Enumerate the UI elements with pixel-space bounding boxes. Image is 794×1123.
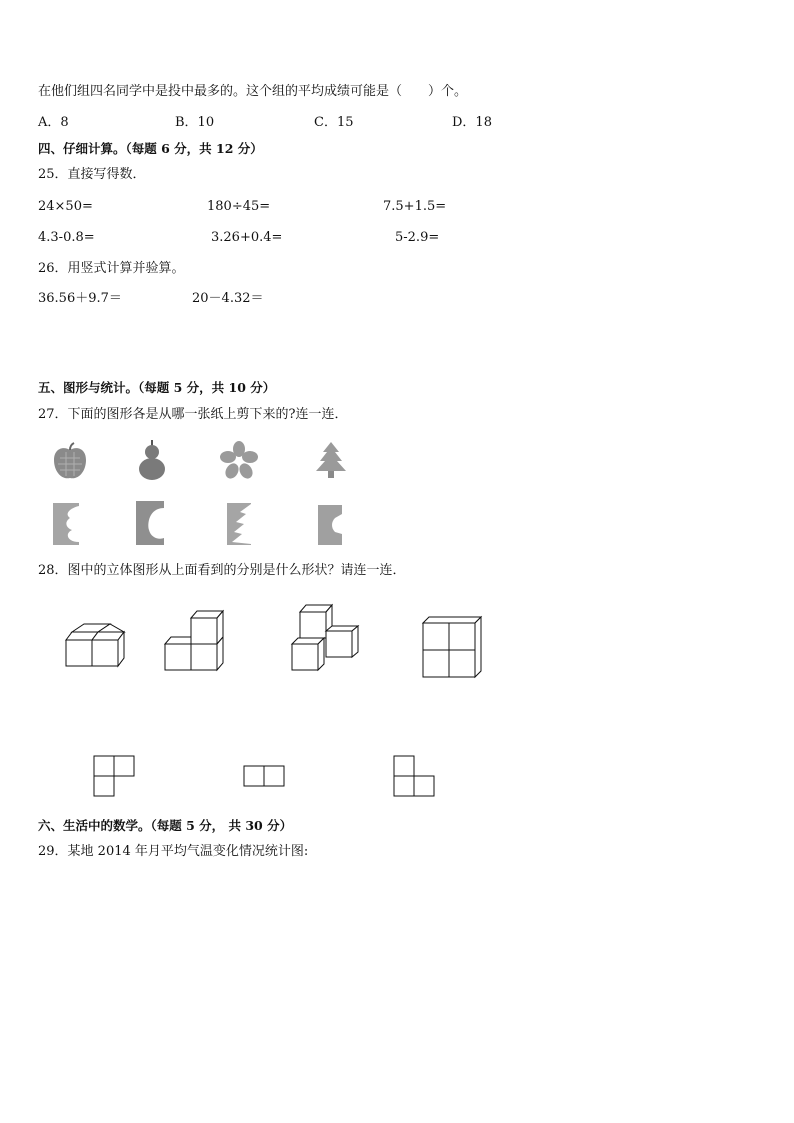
gourd-icon [136, 440, 168, 480]
paper-piece-1 [52, 502, 82, 546]
option-d: D．18 [452, 115, 492, 130]
flower-icon [220, 441, 258, 479]
top-view-shape-1 [93, 755, 137, 799]
top-view-shape-3 [393, 755, 437, 799]
calc-4: 4.3-0.8= [38, 230, 95, 245]
option-c: C．15 [314, 115, 354, 130]
option-a: A．8 [38, 115, 69, 130]
calc-3: 7.5+1.5= [383, 199, 447, 214]
q29-text: 29．某地 2014 年月平均气温变化情况统计图: [38, 844, 309, 859]
calc-2: 180÷45= [207, 199, 271, 214]
q26-text: 26．用竖式计算并验算。 [38, 261, 185, 276]
vertical-calc-2: 20－4.32＝ [192, 291, 264, 306]
section-4-heading: 四、仔细计算。（每题 6 分，共 12 分） [38, 141, 263, 156]
cube-figure-3 [290, 604, 362, 674]
q28-text: 28．图中的立体图形从上面看到的分别是什么形状？请连一连． [38, 563, 406, 578]
option-b: B．10 [175, 115, 215, 130]
paper-piece-2 [135, 500, 165, 546]
paper-piece-4 [317, 504, 345, 546]
tree-icon [315, 442, 347, 478]
cube-figure-2 [163, 610, 229, 672]
top-view-shape-2 [243, 765, 287, 789]
section-5-heading: 五、图形与统计。（每题 5 分，共 10 分） [38, 380, 276, 395]
cube-figure-4 [420, 615, 484, 679]
calc-5: 3.26+0.4= [211, 230, 283, 245]
vertical-calc-1: 36.56＋9.7＝ [38, 291, 122, 306]
q27-text: 27．下面的图形各是从哪一张纸上剪下来的?连一连． [38, 407, 348, 422]
q25-text: 25．直接写得数． [38, 167, 146, 182]
calc-1: 24×50= [38, 199, 93, 214]
section-6-heading: 六、生活中的数学。（每题 5 分， 共 30 分） [38, 818, 293, 833]
q24-text: 在他们组四名同学中是投中最多的。这个组的平均成绩可能是（ ）个。 [38, 84, 468, 99]
cube-figure-1 [60, 620, 130, 670]
paper-piece-3 [226, 502, 254, 546]
calc-6: 5-2.9= [395, 230, 440, 245]
apple-icon [50, 442, 90, 482]
